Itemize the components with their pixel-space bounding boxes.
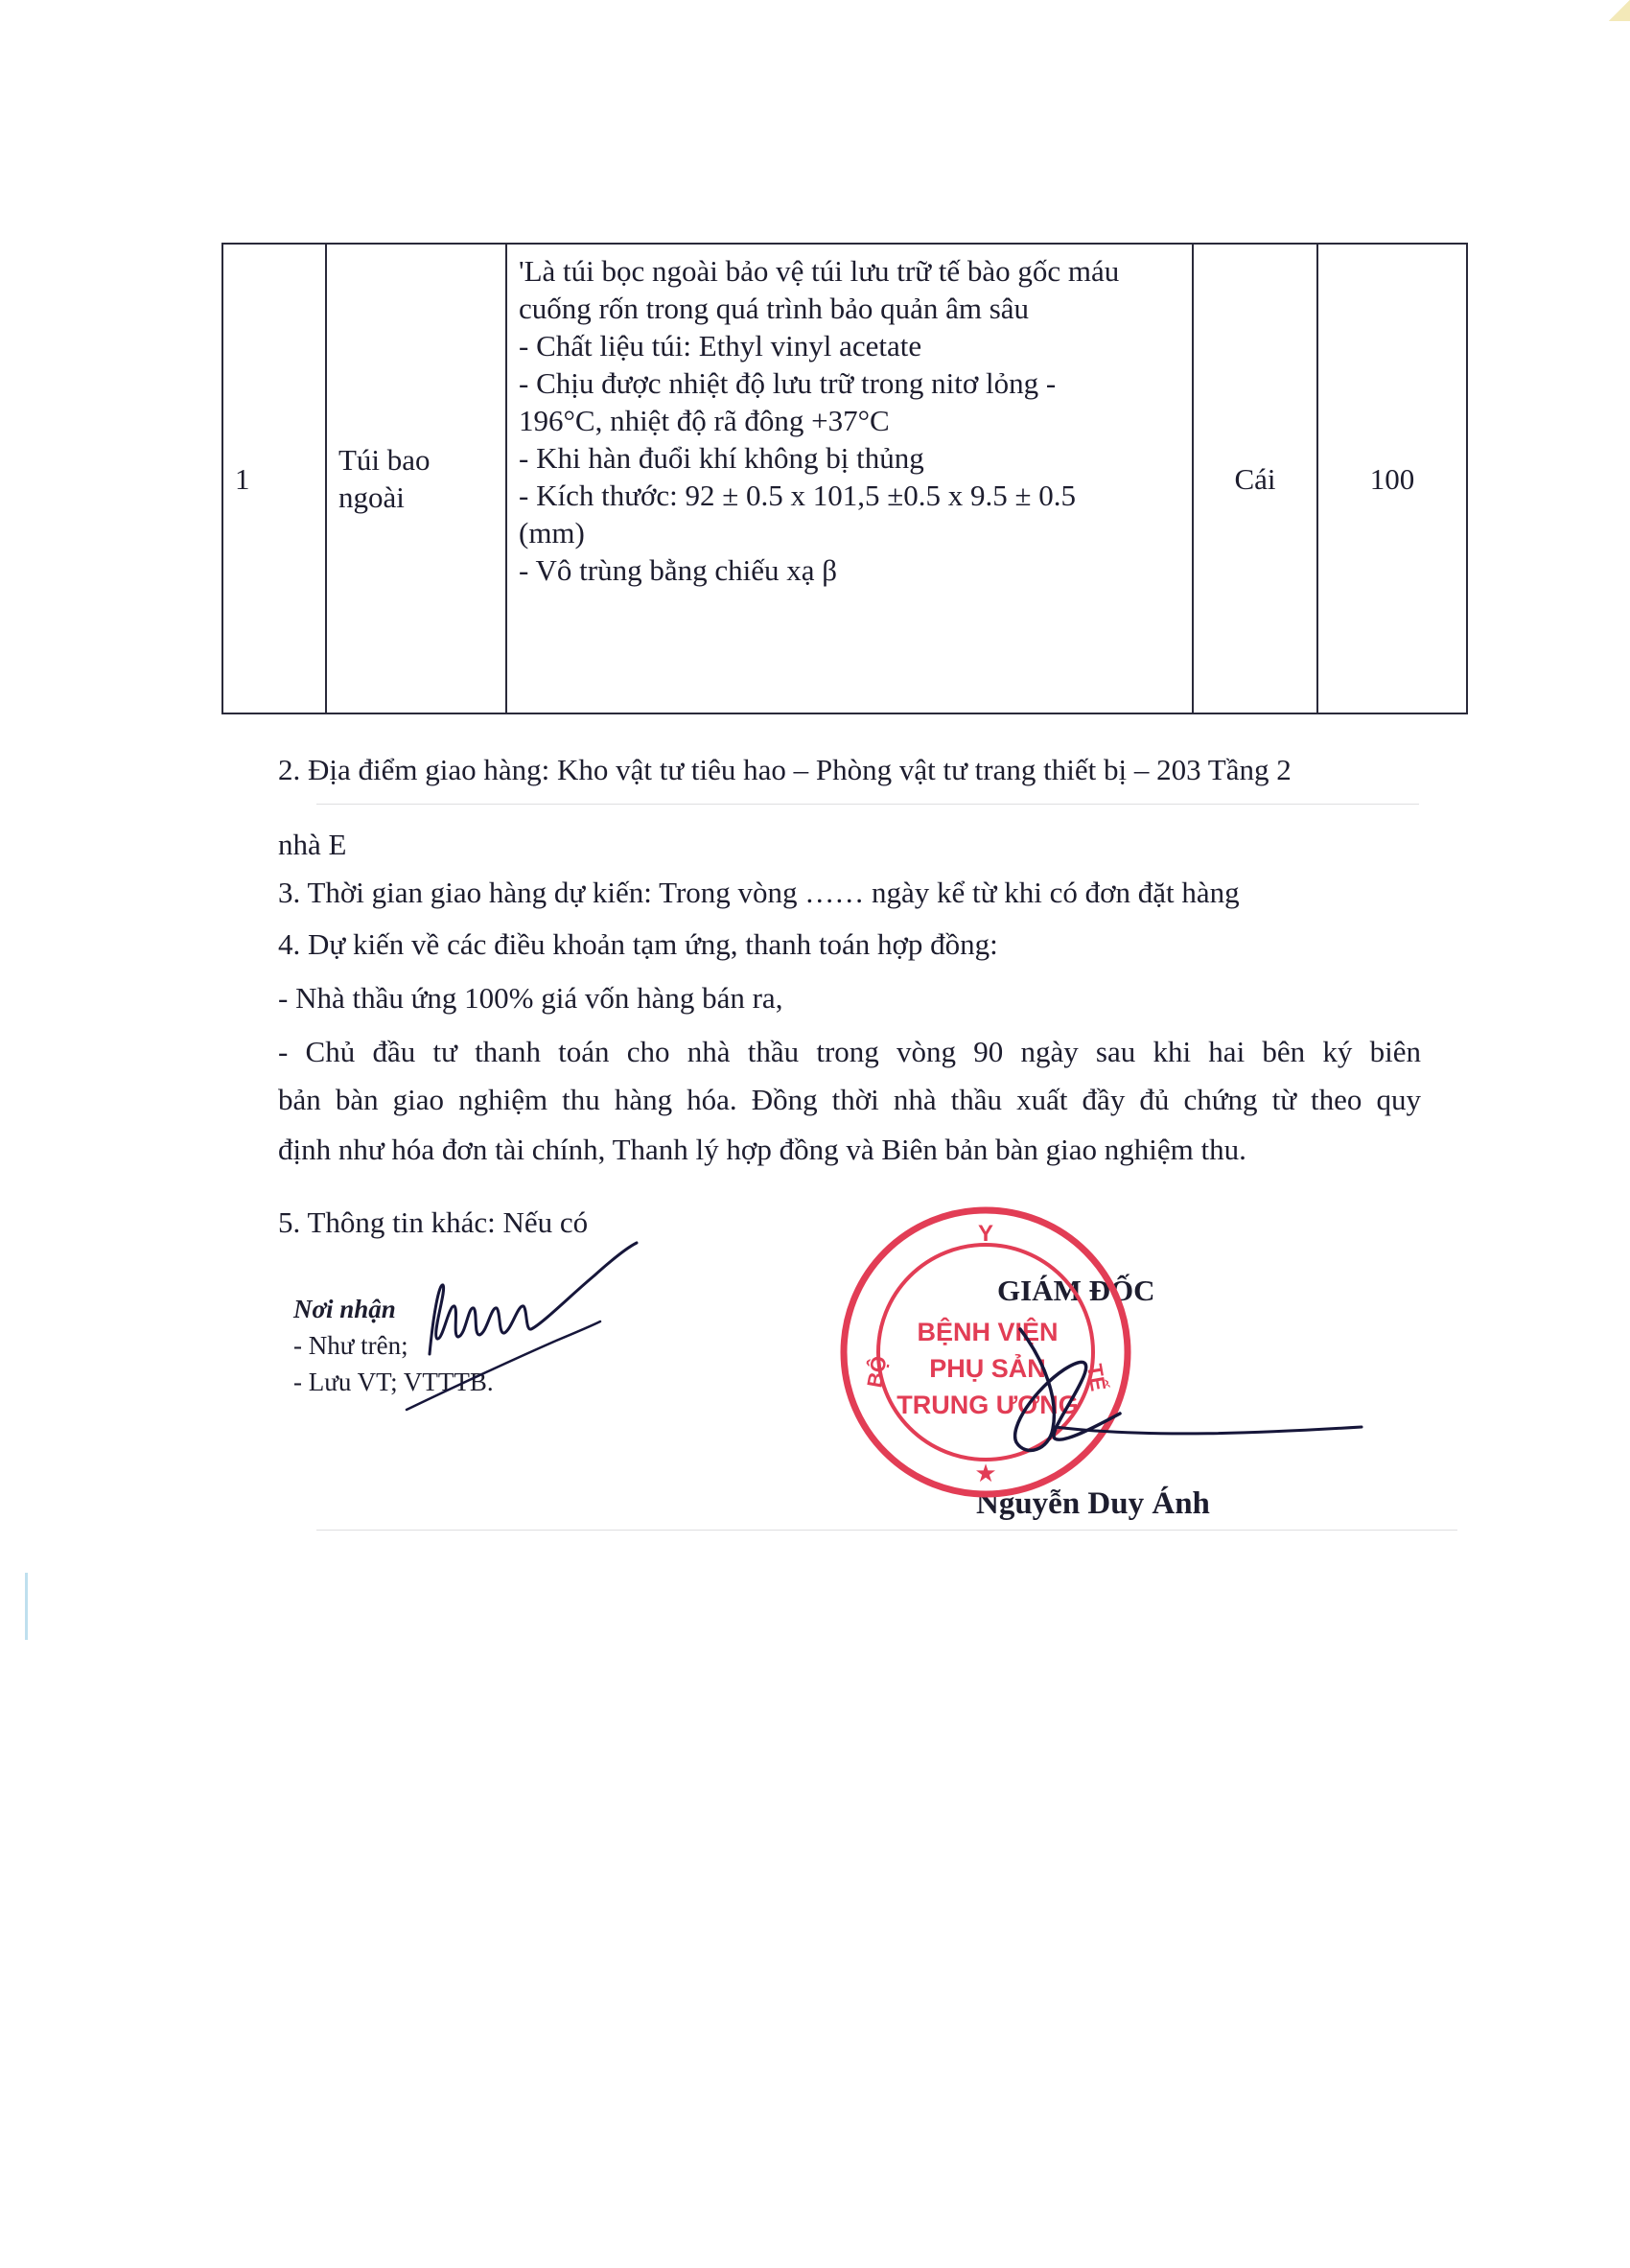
delivery-place-line: 2. Địa điểm giao hàng: Kho vật tư tiêu hao – Phòng vật tư trang thiết bị – 203 Tầng 2 [278, 753, 1292, 786]
payment-terms-heading: 4. Dự kiến về các điều khoản tạm ứng, thanh toán hợp đồng: [278, 927, 998, 961]
description-line: - Vô trùng bằng chiếu xạ β [519, 553, 838, 587]
description-line: - Kích thước: 92 ± 0.5 x 101,5 ±0.5 x 9.5 ± 0.5 [519, 479, 1077, 512]
unit-cell: Cái [1193, 244, 1317, 713]
description-line: 196°C, nhiệt độ rã đông +37°C [519, 404, 890, 437]
payment-line: - Chủ đầu tư thanh toán cho nhà thầu trong vòng 90 ngày sau khi hai bên ký biên [278, 1035, 1421, 1068]
description-line: cuống rốn trong quá trình bảo quản âm sâu [519, 292, 1030, 325]
stamp-ring-top: Y [977, 1221, 994, 1247]
quantity-cell: 100 [1317, 244, 1467, 713]
advance-line: - Nhà thầu ứng 100% giá vốn hàng bán ra, [278, 981, 783, 1015]
stamp-line: TRUNG ƯƠNG [896, 1391, 1079, 1419]
description-line: - Chịu được nhiệt độ lưu trữ trong nitơ lỏng - [519, 366, 1057, 400]
payment-line: định như hóa đơn tài chính, Thanh lý hợp đồng và Biên bản bàn giao nghiệm thu. [278, 1133, 1246, 1166]
payment-line: bản bàn giao nghiệm thu hàng hóa. Đồng thời nhà thầu xuất đầy đủ chứng từ theo quy [278, 1083, 1421, 1116]
item-name-line: Túi bao [338, 443, 431, 477]
description-line: - Chất liệu túi: Ethyl vinyl acetate [519, 329, 922, 362]
signer-name: Nguyễn Duy Ánh [976, 1486, 1210, 1521]
item-name-line: ngoài [338, 480, 405, 514]
description-line: 'Là túi bọc ngoài bảo vệ túi lưu trữ tế bào gốc máu [519, 254, 1120, 288]
stamp-line: BỆNH VIỆN [917, 1318, 1059, 1346]
stt-cell: 1 [222, 244, 326, 713]
description-line: (mm) [519, 516, 585, 549]
other-info-line: 5. Thông tin khác: Nếu có [278, 1205, 589, 1239]
stamp-ring-right: TẾ [1082, 1362, 1111, 1393]
recipient-line: - Như trên; [293, 1331, 408, 1360]
delivery-time-line: 3. Thời gian giao hàng dự kiến: Trong vòng …… ngày kể từ khi có đơn đặt hàng [278, 876, 1240, 909]
description-line: - Khi hàn đuổi khí không bị thủng [519, 441, 924, 475]
stamp-star: ★ [974, 1459, 997, 1487]
signer-title: GIÁM ĐỐC [997, 1274, 1155, 1307]
stamp-line: PHỤ SẢN [929, 1354, 1046, 1383]
recipients-title: Nơi nhận [293, 1295, 396, 1323]
delivery-place-line: nhà E [278, 828, 347, 861]
stamp-ring-left: BỘ [862, 1354, 892, 1390]
recipient-line: - Lưu VT; VTTTB. [293, 1368, 494, 1396]
